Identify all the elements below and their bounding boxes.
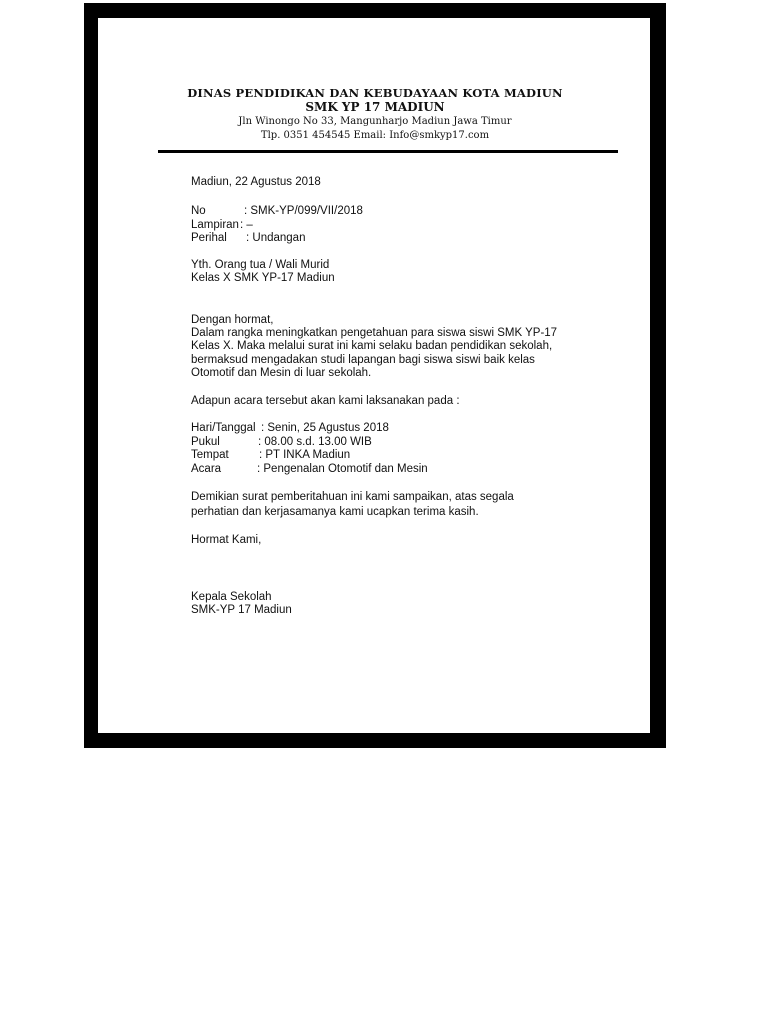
meta-label: Perihal: [191, 232, 227, 244]
event-label: Hari/Tanggal: [191, 422, 256, 434]
recipient-line-1: Yth. Orang tua / Wali Murid: [191, 259, 330, 271]
meta-value: : SMK-YP/099/VII/2018: [244, 205, 363, 217]
school-name: SMK YP 17 MADIUN: [305, 100, 445, 114]
event-value: : 08.00 s.d. 13.00 WIB: [258, 436, 372, 448]
signer-title: Kepala Sekolah: [191, 591, 272, 603]
signer-org: SMK-YP 17 Madiun: [191, 604, 292, 616]
event-value: : Pengenalan Otomotif dan Mesin: [257, 463, 428, 475]
event-row-activity: [191, 462, 428, 476]
meta-row-subject: [191, 231, 305, 245]
meta-value: : –: [240, 219, 253, 231]
event-value: : Senin, 25 Agustus 2018: [261, 422, 389, 434]
event-value: : PT INKA Madiun: [259, 449, 351, 461]
paragraph-line: Otomotif dan Mesin di luar sekolah.: [191, 367, 372, 379]
event-row-place: [191, 448, 350, 462]
school-contact: Tlp. 0351 454545 Email: Info@smkyp17.com: [260, 130, 490, 141]
paragraph-line: bermaksud mengadakan studi lapangan bagi siswa siswi baik kelas: [191, 354, 535, 366]
meta-label: Lampiran: [191, 219, 239, 231]
agency-name: DINAS PENDIDIKAN DAN KEBUDAYAAN KOTA MADIUN: [187, 86, 563, 100]
place-date: Madiun, 22 Agustus 2018: [191, 176, 321, 188]
meta-row-attachment: [191, 218, 253, 232]
event-row-date: [191, 421, 389, 435]
event-label: Pukul: [191, 436, 220, 448]
meta-row-number: [191, 204, 363, 218]
letter-page: [108, 26, 642, 729]
event-intro: Adapun acara tersebut akan kami laksanakan pada :: [191, 395, 460, 407]
paragraph-line: Kelas X. Maka melalui surat ini kami selaku badan pendidikan sekolah,: [191, 340, 553, 352]
closing-line: perhatian dan kerjasamanya kami ucapkan terima kasih.: [191, 506, 479, 518]
letterhead-divider: [158, 150, 618, 153]
meta-value: : Undangan: [246, 232, 306, 244]
meta-label: No: [191, 205, 206, 217]
school-address: Jln Winongo No 33, Mangunharjo Madiun Jawa Timur: [238, 116, 512, 127]
greeting: Dengan hormat,: [191, 314, 274, 326]
recipient-line-2: Kelas X SMK YP-17 Madiun: [191, 272, 335, 284]
paragraph-line: Dalam rangka meningkatkan pengetahuan para siswa siswi SMK YP-17: [191, 327, 558, 339]
event-label: Tempat: [191, 449, 229, 461]
letterhead: [108, 86, 642, 143]
event-row-time: [191, 435, 372, 449]
regards: Hormat Kami,: [191, 534, 262, 546]
event-label: Acara: [191, 463, 222, 475]
closing-line: Demikian surat pemberitahuan ini kami sampaikan, atas segala: [191, 491, 514, 503]
